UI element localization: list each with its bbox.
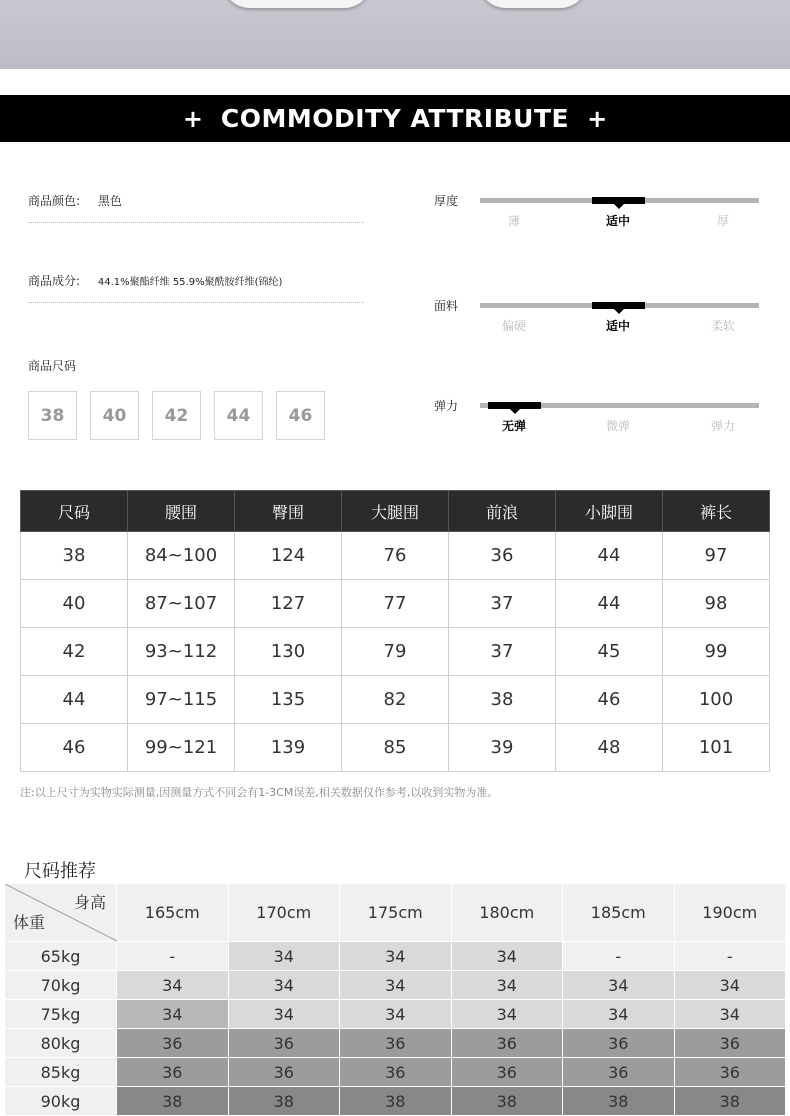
table-cell: 99~121 <box>128 724 235 772</box>
table-cell: 79 <box>342 628 449 676</box>
table-row <box>5 971 786 1000</box>
size-table-header <box>21 491 770 532</box>
slider-option: 薄 <box>507 214 520 228</box>
commodity-attribute-banner <box>0 95 790 142</box>
recommend-cell: 38 <box>228 1087 340 1116</box>
table-row <box>5 1029 786 1058</box>
recommend-cell: 36 <box>451 1058 563 1087</box>
size-table-header-cell: 臀围 <box>235 491 342 532</box>
table-row <box>5 1058 786 1087</box>
recommend-cell: 38 <box>674 1087 786 1116</box>
recommend-header-row <box>5 884 786 942</box>
recommend-cell: 36 <box>228 1058 340 1087</box>
table-cell: 97 <box>663 532 770 580</box>
table-cell: 44 <box>21 676 128 724</box>
height-header-cell: 165cm <box>117 884 229 942</box>
size-recommend-title: 尺码推荐 <box>24 861 96 882</box>
table-cell: 38 <box>449 676 556 724</box>
slider-track-0 <box>480 198 759 203</box>
height-header-cell: 170cm <box>228 884 340 942</box>
slider-label-1: 面料 <box>434 299 459 313</box>
recommend-cell: 34 <box>451 942 563 971</box>
height-header-cell: 180cm <box>451 884 563 942</box>
recommend-cell: 34 <box>563 1000 675 1029</box>
recommend-cell: 34 <box>563 971 675 1000</box>
table-cell: 37 <box>449 628 556 676</box>
table-cell: 39 <box>449 724 556 772</box>
table-cell: 85 <box>342 724 449 772</box>
table-row <box>5 942 786 971</box>
table-cell: 48 <box>556 724 663 772</box>
recommend-cell: 34 <box>451 1000 563 1029</box>
table-cell: 42 <box>21 628 128 676</box>
recommend-cell: 38 <box>117 1087 229 1116</box>
table-row <box>21 628 770 676</box>
slider-option: 无弹 <box>501 419 526 433</box>
table-cell: 84~100 <box>128 532 235 580</box>
slider-track-1 <box>480 303 759 308</box>
table-cell: 87~107 <box>128 580 235 628</box>
recommend-cell: 38 <box>451 1087 563 1116</box>
corner-diagonal <box>5 884 116 941</box>
composition-attribute <box>28 272 364 303</box>
table-cell: 36 <box>449 532 556 580</box>
slider-option: 适中 <box>605 214 630 228</box>
recommend-cell: 38 <box>563 1087 675 1116</box>
recommend-cell: 36 <box>563 1058 675 1087</box>
recommend-cell: - <box>674 942 786 971</box>
weight-header-cell: 70kg <box>5 971 117 1000</box>
composition-label: 商品成分: <box>28 274 81 288</box>
banner-title: COMMODITY ATTRIBUTE <box>220 104 570 133</box>
recommend-cell: 36 <box>340 1058 452 1087</box>
size-option-44[interactable]: 44 <box>214 391 263 440</box>
table-row <box>5 1000 786 1029</box>
size-table-header-cell: 前浪 <box>449 491 556 532</box>
table-row <box>21 580 770 628</box>
table-cell: 76 <box>342 532 449 580</box>
table-cell: 100 <box>663 676 770 724</box>
recommend-cell: 36 <box>451 1029 563 1058</box>
size-recommend-table <box>4 883 786 1116</box>
size-table-header-cell: 裤长 <box>663 491 770 532</box>
table-cell: 97~115 <box>128 676 235 724</box>
table-row <box>21 724 770 772</box>
size-options <box>28 391 325 440</box>
recommend-cell: 34 <box>340 971 452 1000</box>
corner-height-label: 身高 <box>73 893 106 912</box>
table-cell: 135 <box>235 676 342 724</box>
weight-header-cell: 65kg <box>5 942 117 971</box>
recommend-cell: 34 <box>117 971 229 1000</box>
weight-header-cell: 80kg <box>5 1029 117 1058</box>
recommend-cell: 34 <box>340 1000 452 1029</box>
size-option-40[interactable]: 40 <box>90 391 139 440</box>
color-attribute <box>28 192 364 223</box>
slider-option: 柔软 <box>710 319 735 333</box>
recommend-cell: 34 <box>228 942 340 971</box>
slider-thumb-0 <box>592 197 645 204</box>
table-cell: 98 <box>663 580 770 628</box>
measurement-note: 注:以上尺寸为实物实际测量,因测量方式不同会有1-3CM误差,相关数据仅作参考,以收到实物为准。 <box>20 786 499 799</box>
recommend-cell: 36 <box>117 1058 229 1087</box>
slider-label-2: 弹力 <box>434 399 459 413</box>
slider-label-0: 厚度 <box>434 194 459 208</box>
recommend-corner-cell <box>5 884 117 942</box>
recommend-cell: 34 <box>228 1000 340 1029</box>
size-attribute <box>28 357 364 374</box>
table-cell: 77 <box>342 580 449 628</box>
recommend-cell: 34 <box>117 1000 229 1029</box>
slider-option: 适中 <box>605 319 630 333</box>
table-row <box>5 1087 786 1116</box>
recommend-cell: - <box>117 942 229 971</box>
table-cell: 139 <box>235 724 342 772</box>
recommend-cell: 34 <box>228 971 340 1000</box>
recommend-cell: - <box>563 942 675 971</box>
recommend-cell: 36 <box>563 1029 675 1058</box>
slider-option: 厚 <box>716 214 729 228</box>
table-cell: 40 <box>21 580 128 628</box>
recommend-cell: 34 <box>340 942 452 971</box>
weight-header-cell: 75kg <box>5 1000 117 1029</box>
product-photo-strip <box>0 0 790 69</box>
size-label: 商品尺码 <box>28 359 77 373</box>
slider-option: 弹力 <box>710 419 735 433</box>
sneaker-left-image <box>222 0 372 8</box>
size-option-38[interactable]: 38 <box>28 391 77 440</box>
composition-value: 44.1%聚酯纤维 55.9%聚酰胺纤维(锦纶) <box>97 277 283 288</box>
size-option-46[interactable]: 46 <box>276 391 325 440</box>
slider-option: 偏硬 <box>501 319 526 333</box>
table-cell: 44 <box>556 580 663 628</box>
recommend-cell: 34 <box>674 971 786 1000</box>
slider-option: 微弹 <box>605 419 630 433</box>
weight-header-cell: 85kg <box>5 1058 117 1087</box>
recommend-cell: 36 <box>674 1029 786 1058</box>
height-header-cell: 175cm <box>340 884 452 942</box>
size-table-header-cell: 腰围 <box>128 491 235 532</box>
size-table-header-cell: 大腿围 <box>342 491 449 532</box>
size-option-42[interactable]: 42 <box>152 391 201 440</box>
table-cell: 82 <box>342 676 449 724</box>
table-cell: 38 <box>21 532 128 580</box>
table-cell: 93~112 <box>128 628 235 676</box>
color-label: 商品颜色: <box>28 194 81 208</box>
table-cell: 101 <box>663 724 770 772</box>
recommend-cell: 36 <box>228 1029 340 1058</box>
slider-thumb-1 <box>592 302 645 309</box>
table-row <box>21 532 770 580</box>
weight-header-cell: 90kg <box>5 1087 117 1116</box>
height-header-cell: 185cm <box>563 884 675 942</box>
table-cell: 124 <box>235 532 342 580</box>
table-cell: 130 <box>235 628 342 676</box>
sneaker-right-image <box>478 0 588 8</box>
recommend-cell: 38 <box>340 1087 452 1116</box>
color-value: 黑色 <box>97 194 122 208</box>
table-cell: 44 <box>556 532 663 580</box>
table-cell: 37 <box>449 580 556 628</box>
slider-thumb-2 <box>488 402 541 409</box>
size-table-header-cell: 尺码 <box>21 491 128 532</box>
size-table-header-cell: 小脚围 <box>556 491 663 532</box>
plus-icon: + <box>182 104 203 133</box>
size-table <box>20 490 770 772</box>
corner-weight-label: 体重 <box>13 913 46 932</box>
slider-track-2 <box>480 403 759 408</box>
recommend-cell: 36 <box>340 1029 452 1058</box>
table-cell: 46 <box>21 724 128 772</box>
table-row <box>21 676 770 724</box>
recommend-cell: 36 <box>117 1029 229 1058</box>
table-cell: 99 <box>663 628 770 676</box>
recommend-cell: 34 <box>451 971 563 1000</box>
recommend-cell: 36 <box>674 1058 786 1087</box>
table-cell: 46 <box>556 676 663 724</box>
recommend-cell: 34 <box>674 1000 786 1029</box>
height-header-cell: 190cm <box>674 884 786 942</box>
table-cell: 45 <box>556 628 663 676</box>
table-cell: 127 <box>235 580 342 628</box>
plus-icon: + <box>587 104 608 133</box>
